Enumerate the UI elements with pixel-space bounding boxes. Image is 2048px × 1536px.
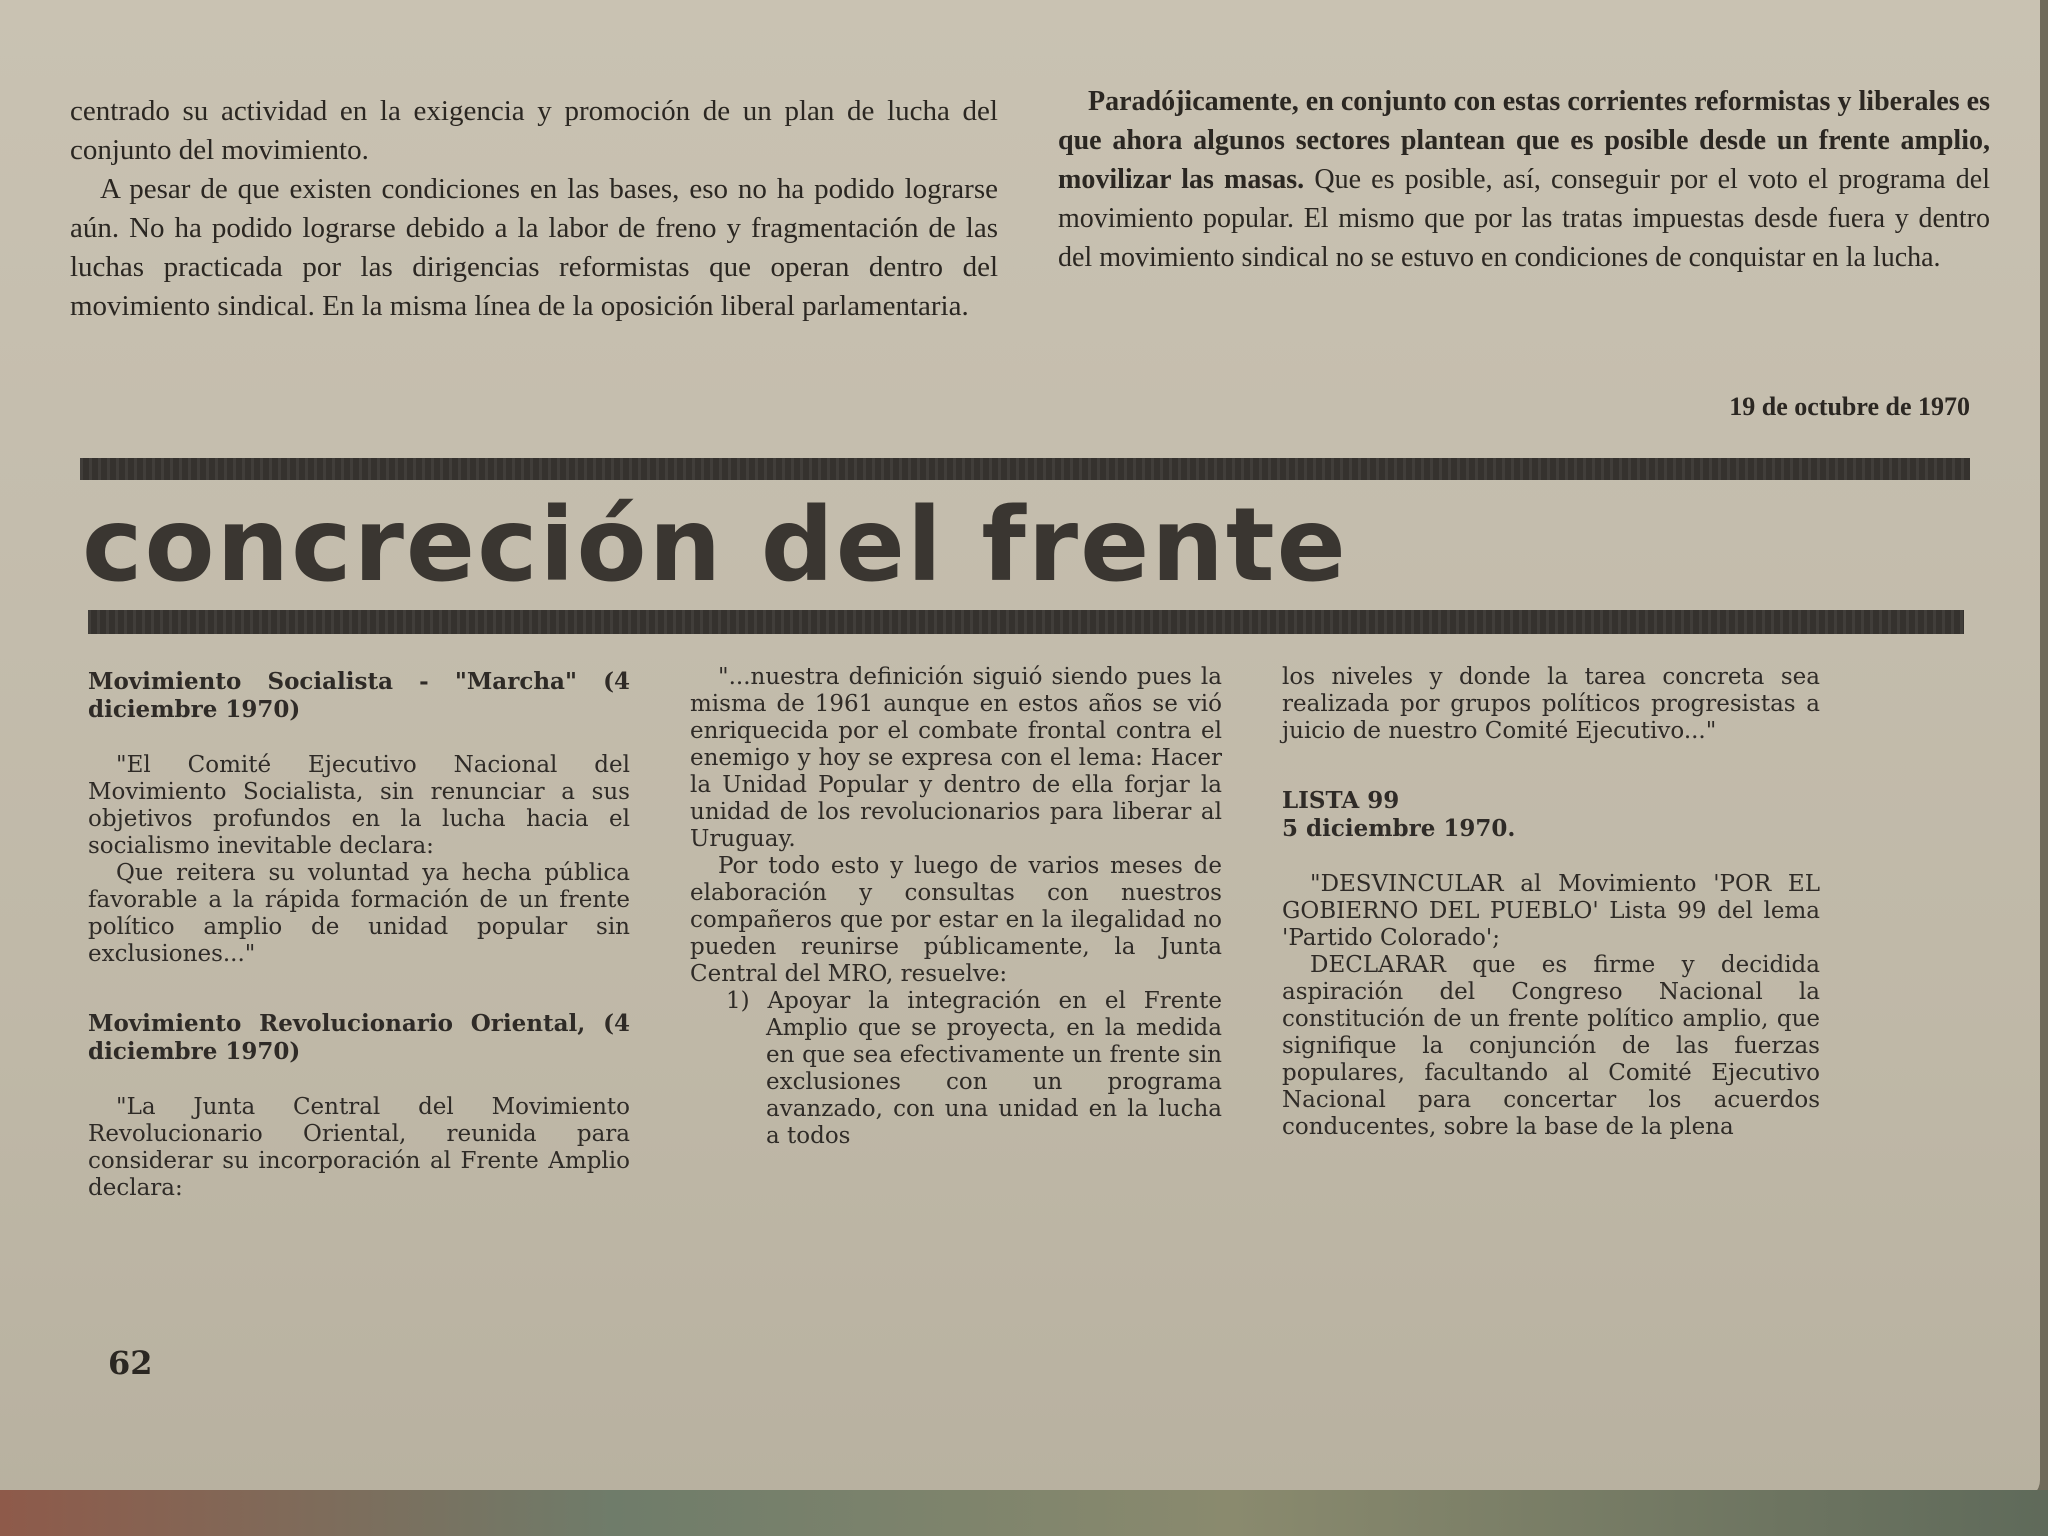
quote-paragraph: Que reitera su voluntad ya hecha pública favorable a la rápida formación de un frente político amplio de unidad popular sin exclusiones..." bbox=[88, 860, 630, 967]
paragraph-rest: Que es posible, así, conseguir por el voto el programa del movimiento popular. El mismo que por las tratas impuestas desde fuera y dentro del movimiento sindical no se estuvo en condiciones de conquistar en la lucha. bbox=[1058, 164, 1990, 273]
column-3 bbox=[1282, 664, 1820, 1141]
quote-paragraph: los niveles y donde la tarea concreta sea realizada por grupos políticos progresistas a juicio de nuestro Comité Ejecutivo..." bbox=[1282, 664, 1820, 744]
quote-paragraph: "La Junta Central del Movimiento Revolucionario Oriental, reunida para considerar su incorporación al Frente Amplio declara: bbox=[88, 1094, 630, 1201]
quote-paragraph: "El Comité Ejecutivo Nacional del Movimiento Socialista, sin renunciar a sus objetivos profundos en la lucha hacia el socialismo inevitable declara: bbox=[88, 752, 630, 859]
page-number: 62 bbox=[108, 1344, 153, 1382]
quote-paragraph: "DESVINCULAR al Movimiento 'POR EL GOBIERNO DEL PUEBLO' Lista 99 del lema 'Partido Colorado'; bbox=[1282, 871, 1820, 951]
source-heading: Movimiento Socialista - "Marcha" (4 diciembre 1970) bbox=[88, 668, 630, 723]
quote-paragraph: Por todo esto y luego de varios meses de elaboración y consultas con nuestros compañeros que por estar en la ilegalidad no pueden reunirse públicamente, la Junta Central del MRO, resuelve: bbox=[690, 853, 1222, 987]
quote-paragraph: "...nuestra definición siguió siendo pues la misma de 1961 aunque en estos años se vió enriquecida por el combate frontal contra el enemigo y hoy se expresa con el lema: Hacer la Unidad Popular y dentro de ella forjar la unidad de los revolucionarios para liberar al Uruguay. bbox=[690, 664, 1222, 852]
source-heading-date: 5 diciembre 1970. bbox=[1282, 815, 1516, 842]
top-right-column bbox=[1058, 82, 1990, 277]
quote-paragraph: DECLARAR que es firme y decidida aspiración del Congreso Nacional la constitución de un frente político amplio, que signifique la conjunción de las fuerzas populares, facultando al Comité Ejecutivo Nacional para concertar los acuerdos conducentes, sobre la base de la plena bbox=[1282, 952, 1820, 1140]
numbered-item: 1) Apoyar la integración en el Frente Amplio que se proyecta, en la medida en que sea efectivamente un frente sin exclusiones con un programa avanzado, con una unidad en la lucha a todos bbox=[726, 988, 1222, 1149]
paragraph: A pesar de que existen condiciones en las bases, eso no ha podido lograrse aún. No ha podido lograrse debido a la labor de freno y fragmentación de las luchas practicada por las dirigencias reformistas que operan dentro del movimiento sindical. En la misma línea de la oposición liberal parlamentaria. bbox=[70, 173, 998, 322]
column-2 bbox=[690, 664, 1222, 1150]
column-1 bbox=[88, 668, 630, 1202]
article-date: 19 de octubre de 1970 bbox=[1729, 392, 1970, 421]
paragraph bbox=[1058, 82, 1990, 277]
bold-lead-text: Paradójicamente, en conjunto con estas corrientes reformistas y liberales es que ahora algunos sectores plantean que es posible desde un frente amplio, movilizar las masas. bbox=[1058, 86, 1990, 195]
paragraph: centrado su actividad en la exigencia y promoción de un plan de lucha del conjunto del movimiento. bbox=[70, 95, 998, 166]
source-heading: LISTA 99 bbox=[1282, 787, 1400, 814]
headline-rule-bottom bbox=[88, 610, 1964, 634]
headline-rule-top bbox=[80, 458, 1970, 480]
section-headline: concreción del frente bbox=[82, 486, 1348, 605]
top-left-column bbox=[70, 92, 998, 326]
source-heading: Movimiento Revolucionario Oriental, (4 diciembre 1970) bbox=[88, 1010, 630, 1065]
background-surface bbox=[0, 1490, 2048, 1536]
